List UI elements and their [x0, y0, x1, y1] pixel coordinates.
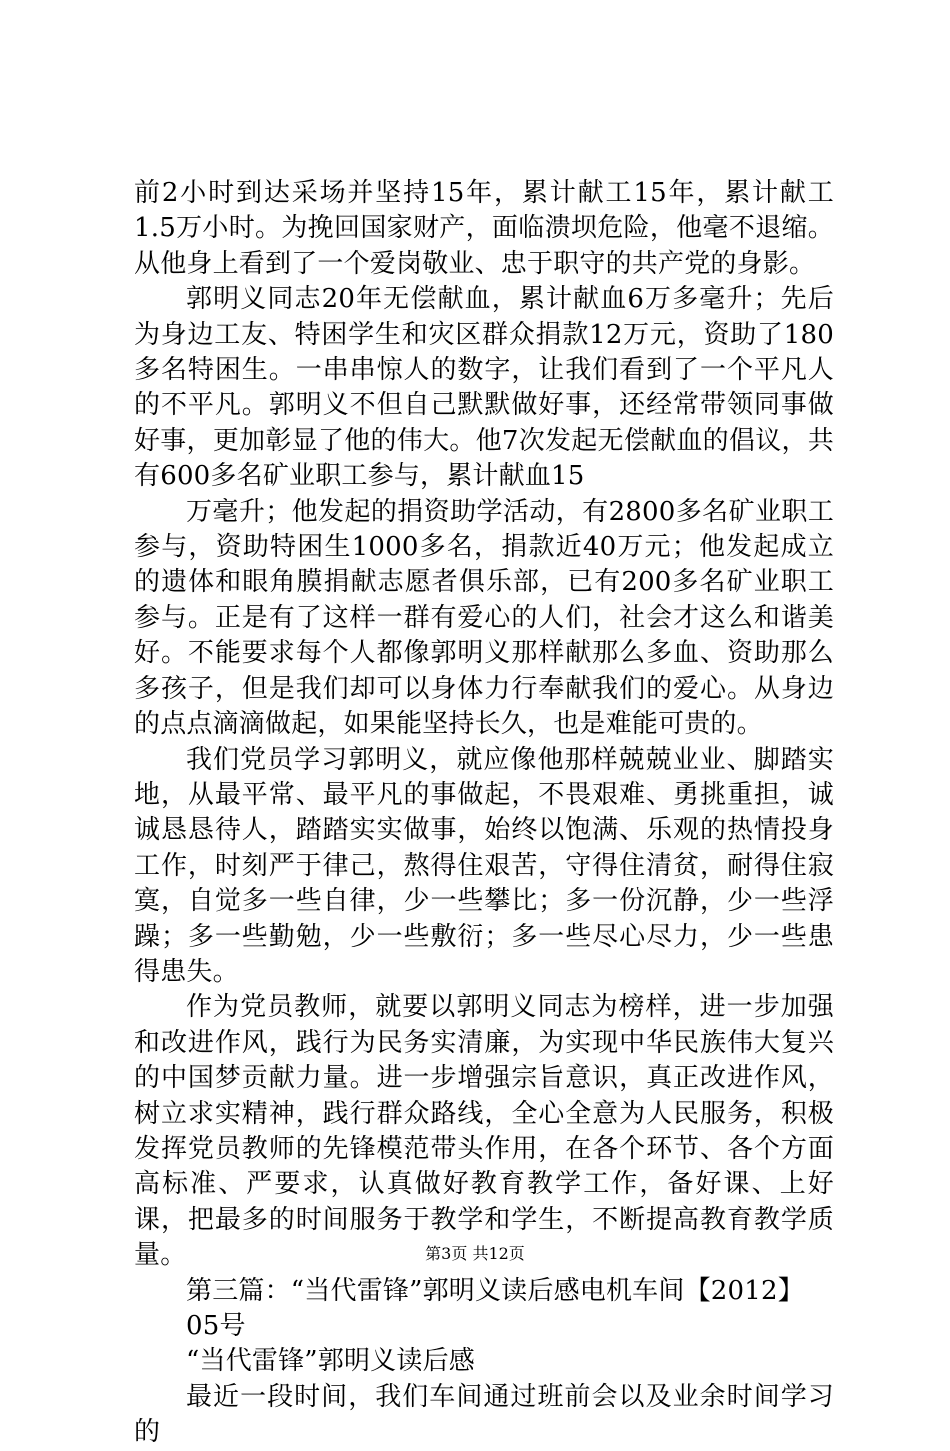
paragraph-5: 作为党员教师，就要以郭明义同志为榜样，进一步加强和改进作风，践行为民务实清廉，为实现中华民族伟大复兴的中国梦贡献力量。进一步增强宗旨意识，真正改进作风，树立求实精神，践行群众路线，全心全意为人民服务，积极发挥党员教师的先锋模范带头作用，在各个环节、各个方面高标准、严要求，认真做好教育教学工作，备好课、上好课，把最多的时间服务于教学和学生，不断提高教育教学质量。	[134, 992, 834, 1271]
paragraph-1: 前2小时到达采场并坚持15年，累计献工15年，累计献工1.5万小时。为挽回国家财产，面临溃坝危险，他毫不退缩。从他身上看到了一个爱岗敬业、忠于职守的共产党的身影。	[134, 178, 834, 279]
paragraph-9: 最近一段时间，我们车间通过班前会以及业余时间学习的	[134, 1381, 834, 1448]
paragraph-4: 我们党员学习郭明义，就应像他那样兢兢业业、脚踏实地，从最平常、最平凡的事做起，不畏艰难、勇挑重担，诚诚恳恳待人，踏踏实实做事，始终以饱满、乐观的热情投身工作，时刻严于律己，熬得住艰苦，守得住清贫，耐得住寂寞，自觉多一些自律，少一些攀比；多一份沉静，少一些浮躁；多一些勤勉，少一些敷衍；多一些尽心尽力，少一些患得患失。	[134, 744, 834, 987]
section-number: 05号	[186, 1311, 246, 1341]
paragraph-2: 郭明义同志20年无偿献血，累计献血6万多毫升；先后为身边工友、特困学生和灾区群众捐款12万元，资助了180多名特困生。一串串惊人的数字，让我们看到了一个平凡人的不平凡。郭明义不但自己默默做好事，还经常带领同事做好事，更加彰显了他的伟大。他7次发起无偿献血的倡议，共有600多名矿业职工参与，累计献血15	[134, 284, 834, 492]
section-heading: 第三篇：“当代雷锋”郭明义读后感电机车间【2012】	[186, 1275, 804, 1306]
page-number-footer: 第3页 共12页	[425, 1244, 525, 1263]
paragraph-3: 万毫升；他发起的捐资助学活动，有2800多名矿业职工参与，资助特困生1000多名，捐款近40万元；他发起成立的遗体和眼角膜捐献志愿者俱乐部，已有200多名矿业职工参与。正是有了这样一群有爱心的人们，社会才这么和谐美好。不能要求每个人都像郭明义那样献那么多血、资助那么多孩子，但是我们却可以身体力行奉献我们的爱心。从身边的点点滴滴做起，如果能坚持长久，也是难能可贵的。	[134, 496, 834, 740]
section-title: “当代雷锋”郭明义读后感	[186, 1346, 475, 1377]
